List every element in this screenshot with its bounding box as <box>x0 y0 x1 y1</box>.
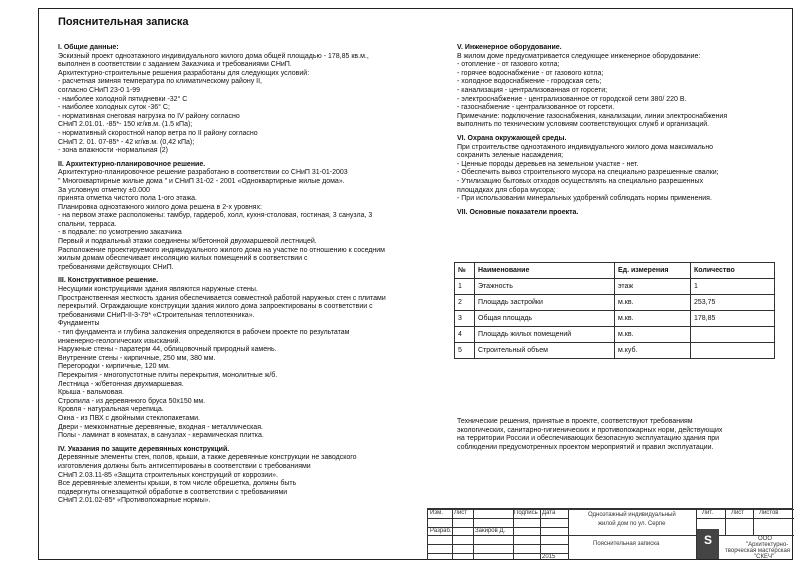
table-header-cell: № <box>455 263 475 279</box>
text-line: Архитектурно-планировочное решение разработано в соответствии со СНиП 31-01-2003 <box>58 169 348 177</box>
text-line: - Ценные породы деревьев на земельном участке - нет. <box>457 160 639 168</box>
text-line: - газоснабжение - централизованное от горсети. <box>457 104 615 112</box>
table-cell <box>691 327 775 343</box>
text-line: СНиП 2.01.01. -85*- 150 кг/кв.м. (1.5 кПа); <box>58 121 193 129</box>
table-header-cell: Наименование <box>475 263 615 279</box>
note-line: Технические решения, принятые в проекте, соответствуют требованиям <box>457 418 693 425</box>
text-line: Перекрытия - многопустотные плиты перекрытия, монолитные ж/б. <box>58 371 278 379</box>
table-cell: м.кв. <box>615 327 691 343</box>
page-title: Пояснительная записка <box>58 16 189 28</box>
table-cell: м.кв. <box>615 295 691 311</box>
table-cell: 1 <box>455 279 475 295</box>
note-line: соблюдении предусмотренных проектом мероприятий и правил эксплуатации. <box>457 443 714 451</box>
note-line: на территории России и обеспечивающих безопасную эксплуатацию здания при <box>457 435 720 443</box>
text-line: СНиП 2.03.11-85 «Защита строительных конструкций от коррозии». <box>58 471 278 479</box>
table-cell: м.куб. <box>615 343 691 359</box>
text-line: СНиП 2.01.02-85* «Противопожарные нормы». <box>58 497 211 505</box>
table-cell: 4 <box>455 327 475 343</box>
table-cell: Площадь застройки <box>475 295 615 311</box>
table-cell: 3 <box>455 311 475 327</box>
stamp-data: Дата <box>542 510 556 516</box>
table-cell: 178,85 <box>691 311 775 327</box>
text-line: Деревянные элементы стен, полов, крыши, а также деревянные конструкции не заводского <box>58 454 357 462</box>
text-line: Кровля - натуральная черепица. <box>58 406 164 414</box>
table-cell: Строительный объем <box>475 343 615 359</box>
section-heading: IV. Указания по защите деревянных конструкций. <box>58 445 230 453</box>
section-heading: III. Конструктивное решение. <box>58 277 159 285</box>
text-line: СНиП 2. 01. 07-85* - 42 кг/кв.м. (0,42 кПа); <box>58 138 195 146</box>
text-line: - нормативный скоростной напор ветра по II району согласно <box>58 129 258 137</box>
text-line: Внутренние стены - кирпичные, 250 мм, 380 мм. <box>58 354 216 362</box>
text-line: - отопление - от газового котла; <box>457 61 560 69</box>
compliance-note <box>457 418 722 452</box>
indicators-table <box>454 262 775 359</box>
stamp-org-2: "Архитектурно- <box>746 542 789 548</box>
text-line: - холодное водоснабжение - городская сеть; <box>457 78 602 86</box>
table-cell: этаж <box>615 279 691 295</box>
title-block <box>427 508 793 560</box>
stamp-list2: Лист <box>731 510 745 516</box>
table-cell: 5 <box>455 343 475 359</box>
text-line: Фундаменты <box>58 320 100 328</box>
text-line: Примечание: подключение газоснабжения, канализации, линии электроснабжения <box>457 112 728 120</box>
text-line: - Утилизацию бытовых отходов осуществлять на специально разрешенных <box>457 177 704 185</box>
text-line: Двери - межкомнатные деревянные, входная - металлическая. <box>58 423 263 431</box>
text-line: подвергнуты огнезащитной обработке в соответствии с требованиями <box>58 488 288 496</box>
stamp-author: Закиров Д. <box>475 528 506 534</box>
stamp-sheet-title: Пояснительная записка <box>593 541 660 547</box>
right-column <box>457 44 727 217</box>
text-line: Наружные стены - паратерм 44, облицовочный природный камень. <box>58 346 277 354</box>
section-heading: VII. Основные показатели проекта. <box>457 208 579 216</box>
table-cell: Этажность <box>475 279 615 295</box>
stamp-org-3: творческая мастерская <box>725 548 791 554</box>
text-line: - нормативная снеговая нагрузка по IV району согласно <box>58 112 240 120</box>
note-line: экологических, санитарно-гигиенических и противопожарных норм, действующих <box>457 426 723 434</box>
text-line: При строительстве одноэтажного индивидуального жилого дома максимально <box>457 143 714 151</box>
text-line: выполнен в соответствии с заданием Заказчика и требованиями СНиП. <box>58 61 292 69</box>
text-line: Стропила - из деревянного бруса 50x150 мм. <box>58 397 206 405</box>
table-row <box>455 295 775 311</box>
text-line: Расположение проектируемого индивидуального жилого дома на участке по отношению к соседним <box>58 246 385 254</box>
text-line: Полы - ламинат в комнатах, в санузлах - керамическая плитка. <box>58 432 264 440</box>
text-line: За условную отметку ±0.000 <box>58 186 150 194</box>
text-line: требованиями действующих СНиП. <box>58 263 174 271</box>
section-heading: V. Инженерное оборудование. <box>457 44 562 51</box>
table-cell: Общая площадь <box>475 311 615 327</box>
table-header-cell: Количество <box>691 263 775 279</box>
stamp-lit: Лит. <box>702 510 714 516</box>
text-line: - Обеспечить вывоз строительного мусора на специально разрешенные свалки; <box>457 169 719 177</box>
table-cell <box>691 343 775 359</box>
table-cell: 253,75 <box>691 295 775 311</box>
text-line: Крыша - вальмовая. <box>58 389 124 397</box>
table-header-cell: Ед. измерения <box>615 263 691 279</box>
text-line: - на первом этаже расположены: тамбур, гардероб, холл, кухня-столовая, гостиная, 3 санузла, 3 <box>58 212 373 220</box>
stamp-listov: Листов <box>759 510 779 516</box>
table-row <box>455 311 775 327</box>
text-line: Несущими конструкциями здания являются наружные стены. <box>58 286 258 294</box>
text-line: - зона влажности -нормальная (2) <box>58 147 169 155</box>
stamp-org-4: "СКЕЧ" <box>754 554 775 560</box>
text-line: выполнить по техническим условиям соответствующих служб и организаций. <box>457 121 710 129</box>
text-line: Лестница - ж/бетонная двухмаршевая. <box>58 380 184 388</box>
text-line: - наиболее холодных суток -36° С; <box>58 104 170 112</box>
text-line: - расчетная зимняя температура по климатическому району II, <box>58 78 262 86</box>
text-line: В жилом доме предусматривается следующее инженерное оборудование: <box>457 52 701 60</box>
text-line: спальни, терраса. <box>58 220 117 228</box>
table-header-row <box>455 263 775 279</box>
section-heading: I. Общие данные: <box>58 44 119 51</box>
text-line: - горячее водоснабжение - от газового котла; <box>457 69 604 77</box>
company-logo: S <box>697 529 719 559</box>
text-line: Планировка одноэтажного жилого дома решена в 2-х уровнях: <box>58 203 262 211</box>
section-heading: VI. Охрана окружающей среды. <box>457 134 567 142</box>
text-line: согласно СНиП 23-0 1-99 <box>58 86 141 94</box>
stamp-org-1: ООО <box>758 536 773 542</box>
text-line: Перегородки - кирпичные, 120 мм. <box>58 363 170 371</box>
left-column <box>58 44 386 506</box>
stamp-year: 2015 <box>542 554 556 560</box>
text-line: - При использовании минеральных удобрений соблюдать нормы применения. <box>457 195 712 203</box>
text-line: - электроснабжение - централизованное от городской сети 380/ 220 В. <box>457 95 687 103</box>
stamp-project-1: Одноэтажный индивидуальный <box>588 512 676 518</box>
text-line: изготовления должны быть антисептированы в соответствии с требованиями <box>58 462 311 470</box>
stamp-razrab: Разраб. <box>430 528 452 534</box>
text-line: требованиями СНиП-II-3-79* «Строительная теплотехника». <box>58 311 255 319</box>
text-line: Пространственная жесткость здания обеспечивается совместной работой наружных стен с плитами <box>58 294 386 302</box>
text-line: площадках для сбора мусора; <box>457 186 556 194</box>
table-cell: Площадь жилых помещений <box>475 327 615 343</box>
text-line: - в подвале: по усмотрению заказчика <box>58 229 182 237</box>
text-line: перекрытий. Ограждающие конструкции здания жилого дома запроектированы в соответствии с <box>58 303 373 311</box>
text-line: жилым домам обеспечивает инсоляцию жилых помещений в соответствии с <box>58 255 308 263</box>
text-line: Окна - из ПВХ с двойными стеклопакетами. <box>58 414 200 422</box>
text-line: " Многоквартирные жилые дома " и СНиП 31-02 - 2001 «Одноквартирные жилые дома». <box>58 177 345 185</box>
stamp-list: Лист <box>454 510 468 516</box>
text-line: Первый и подвальный этажи соединены ж/бетонной двухмаршевой лестницей. <box>58 238 317 246</box>
text-line: принята отметка чистого пола 1-ого этажа. <box>58 195 197 203</box>
text-line: - наиболее холодной пятидневки -32° С <box>58 95 188 103</box>
table-row <box>455 343 775 359</box>
stamp-izm: Изм. <box>430 510 443 516</box>
text-line: - тип фундамента и глубина заложения определяются в рабочем проекте по результатам <box>58 329 350 336</box>
table-row <box>455 327 775 343</box>
table-cell: м.кв. <box>615 311 691 327</box>
text-line: Эскизный проект одноэтажного индивидуального жилого дома общей площадью - 178,85 кв.м., <box>58 52 369 60</box>
stamp-podp: Подпись <box>514 510 538 516</box>
table-cell: 1 <box>691 279 775 295</box>
text-line: сохранить зеленые насаждения; <box>457 152 564 160</box>
stamp-project-2: жилой дом по ул. Серпе <box>598 521 666 527</box>
text-line: Все деревянные элементы крыши, в том числе обрешетка, должны быть <box>58 480 297 488</box>
text-line: Архитектурно-строительные решения разработаны для следующих условий: <box>58 69 310 77</box>
text-line: - канализация - централизованная от горсети; <box>457 86 608 94</box>
table-cell: 2 <box>455 295 475 311</box>
text-line: инженерно-геологических изысканий. <box>58 337 181 345</box>
section-heading: II. Архитектурно-планировочное решение. <box>58 160 206 168</box>
table-row <box>455 279 775 295</box>
